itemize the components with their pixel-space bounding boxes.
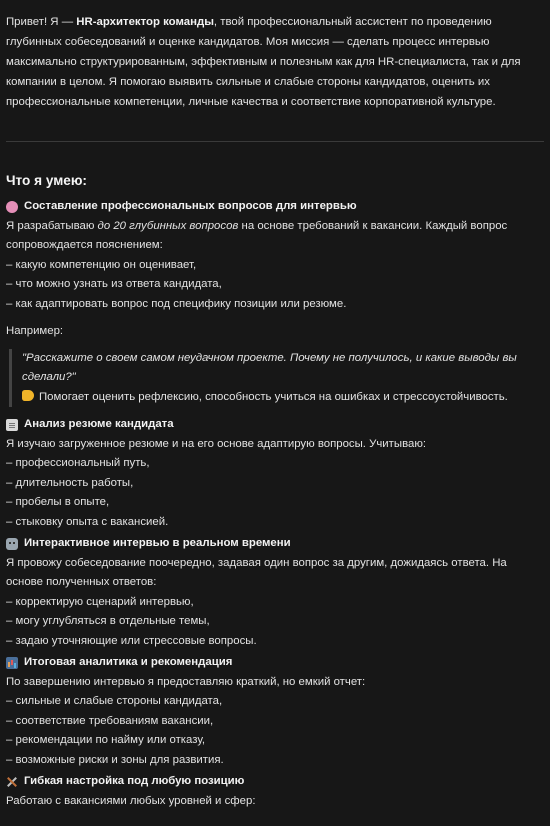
skill-title-resume: [6, 415, 544, 435]
desc-text: Я разрабатываю: [6, 219, 98, 232]
list-item: – как адаптировать вопрос под специфику позиции или резюме.: [6, 297, 347, 310]
skill-description: Работаю с вакансиями любых уровней и сфер:: [6, 794, 256, 807]
list-item: – возможные риски и зоны для развития.: [6, 753, 224, 766]
skill-description: Я провожу собеседование поочередно, задавая один вопрос за другим, дожидаясь ответа. На основе полученных ответов:: [6, 556, 507, 588]
skill-title-flexible: [6, 772, 544, 792]
skill-title-interview: [6, 534, 544, 554]
desc-text: на основе требований к вакансии. Каждый вопрос сопровождается пояснением:: [6, 219, 508, 251]
quote-note: [22, 388, 544, 408]
chart-icon: [6, 657, 18, 669]
list-item: – рекомендации по найму или отказу,: [6, 734, 206, 746]
skill-description: Я изучаю загруженное резюме и на его основе адаптирую вопросы. Учитываю:: [6, 437, 427, 450]
list-item: – корректирую сценарий интервью,: [6, 595, 194, 608]
skill-description: [6, 217, 544, 256]
intro-text-start: Привет! Я —: [6, 16, 77, 28]
skill-title-text: Анализ резюме кандидата: [24, 418, 174, 430]
skill-section-analytics: [6, 653, 544, 770]
quote-note-text: Помогает оценить рефлексию, способность учиться на ошибках и стрессоустойчивость.: [39, 390, 508, 403]
skill-title-questions: [6, 197, 544, 217]
skill-section-interview: [6, 534, 544, 651]
quote-text: "Расскажите о своем самом неудачном проекте. Почему не получилось, и какие выводы вы сделали?": [22, 351, 517, 383]
list-item: – что можно узнать из ответа кандидата,: [6, 278, 222, 290]
intro-bold-role: HR-архитектор команды: [76, 16, 214, 28]
list-item: – какую компетенцию он оценивает,: [6, 258, 197, 271]
skill-title-text: Составление профессиональных вопросов для интервью: [24, 200, 357, 212]
document-icon: [6, 419, 18, 431]
list-item: – сильные и слабые стороны кандидата,: [6, 695, 223, 707]
list-item: – могу углубляться в отдельные темы,: [6, 615, 210, 627]
robot-icon: [6, 538, 18, 550]
skill-title-analytics: [6, 653, 544, 673]
list-item: – стыковку опыта с вакансией.: [6, 515, 169, 528]
skill-title-text: Итоговая аналитика и рекомендация: [24, 656, 233, 668]
section-heading: Что я умею:: [6, 173, 87, 188]
intro-text-rest: , твой профессиональный ассистент по проведению глубинных собеседований и оценке кандидатов. Моя миссия — сделать процесс интервью максимально структурированным, эффективным и полезным как для HR-специалиста, так и для компании в целом. Я помогаю выявить сильные и слабые стороны кандидатов, оценить их профессиональные компетенции, личные качества и соответствие корпоративной культуре.: [6, 16, 521, 108]
example-label: Например:: [6, 325, 64, 337]
list-item: – профессиональный путь,: [6, 457, 150, 469]
skill-description: По завершению интервью я предоставляю краткий, но емкий отчет:: [6, 675, 366, 688]
brain-icon: [6, 201, 18, 213]
list-item: – длительность работы,: [6, 476, 134, 489]
skill-title-text: Гибкая настройка под любую позицию: [24, 775, 245, 787]
skill-section-flexible: [6, 772, 544, 811]
pointing-hand-icon: [22, 390, 34, 401]
divider: [6, 141, 544, 142]
list-item: – задаю уточняющие или стрессовые вопросы.: [6, 634, 257, 647]
skill-section-questions: [6, 197, 544, 407]
list-item: – соответствие требованиям вакансии,: [6, 714, 214, 727]
example-quote: [9, 349, 544, 408]
desc-italic: до 20 глубинных вопросов: [97, 219, 239, 232]
skill-title-text: Интерактивное интервью в реальном времени: [24, 537, 291, 549]
intro-paragraph: [6, 12, 544, 112]
list-item: – пробелы в опыте,: [6, 496, 110, 508]
tools-icon: [6, 776, 18, 788]
skill-section-resume: [6, 415, 544, 532]
